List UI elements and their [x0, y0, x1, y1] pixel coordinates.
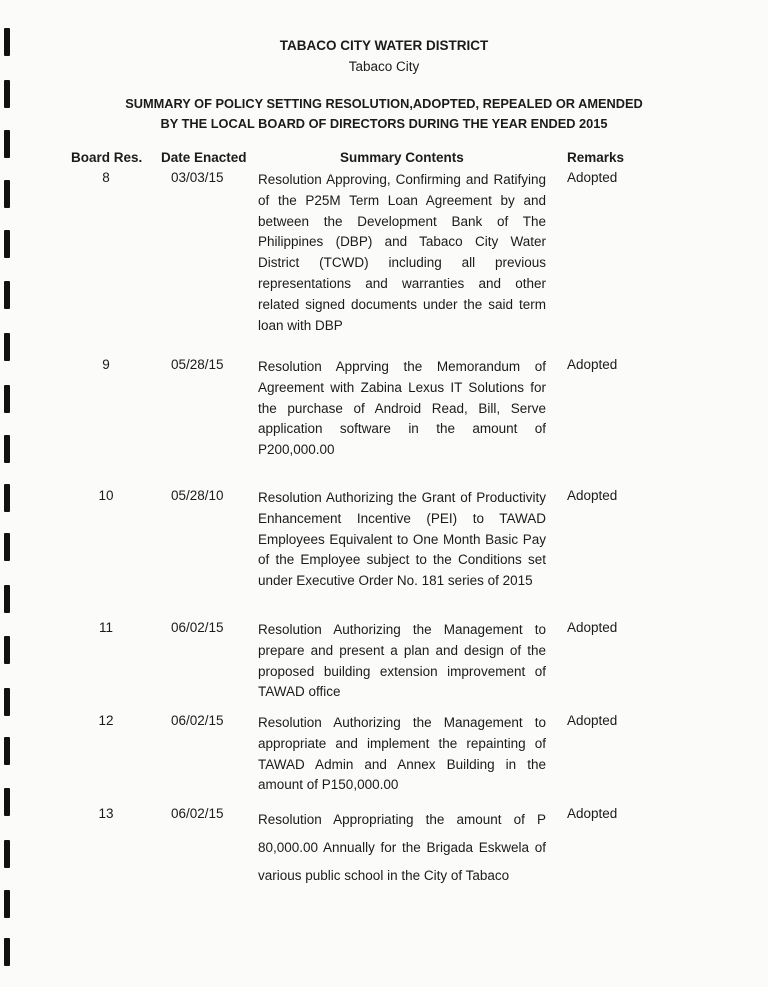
column-header-date-enacted: Date Enacted [161, 150, 247, 165]
organization-city: Tabaco City [348, 59, 420, 74]
organization-name: TABACO CITY WATER DISTRICT [279, 38, 489, 53]
binder-mark [4, 938, 10, 966]
date-enacted: 05/28/15 [171, 357, 224, 372]
binder-mark [4, 636, 10, 664]
board-res-number: 13 [98, 806, 114, 821]
binder-mark [4, 737, 10, 765]
binder-mark [4, 385, 10, 413]
remark: Adopted [567, 806, 618, 821]
summary-contents: Resolution Apprving the Memorandum of Agreement with Zabina Lexus IT Solutions for the purchase of Android Read, Bill, Serve application software in the amount of P200,000.00 [258, 359, 546, 458]
date-enacted: 06/02/15 [171, 806, 224, 821]
remark: Adopted [567, 713, 618, 728]
column-header-remarks: Remarks [567, 150, 625, 165]
binder-mark [4, 435, 10, 463]
column-header-board-res: Board Res. [71, 150, 143, 165]
summary-contents: Resolution Authorizing the Management to appropriate and implement the repainting of TAWAD Admin and Annex Building in the amount of P150,000.00 [258, 715, 546, 793]
summary-contents: Resolution Approving, Confirming and Ratifying of the P25M Term Loan Agreement by and between the Development Bank of The Philippines (DBP) and Tabaco City Water District (TCWD) including all previous representations and warranties and other related signed documents under the said term loan with DBP [258, 172, 546, 333]
binder-mark [4, 688, 10, 716]
binder-mark [4, 533, 10, 561]
binder-mark [4, 484, 10, 512]
date-enacted: 06/02/15 [171, 620, 224, 635]
remark: Adopted [567, 170, 618, 185]
binder-mark [4, 788, 10, 816]
board-res-number: 11 [98, 620, 113, 635]
date-enacted: 06/02/15 [171, 713, 224, 728]
summary-contents: Resolution Authorizing the Management to prepare and present a plan and design of the proposed building extension improvement of TAWAD office [258, 622, 546, 700]
binder-mark [4, 130, 10, 158]
board-res-number: 10 [98, 488, 114, 503]
date-enacted: 05/28/10 [171, 488, 224, 503]
binder-mark [4, 230, 10, 258]
remark: Adopted [567, 620, 618, 635]
column-header-summary: Summary Contents [340, 150, 464, 165]
date-enacted: 03/03/15 [171, 170, 224, 185]
document-title-line1: SUMMARY OF POLICY SETTING RESOLUTION,ADOPTED, REPEALED OR AMENDED [125, 96, 643, 111]
board-res-number: 12 [98, 713, 114, 728]
summary-contents: Resolution Appropriating the amount of P 80,000.00 Annually for the Brigada Eskwela of various public school in the City of Tabaco [258, 812, 546, 883]
binder-mark [4, 585, 10, 613]
summary-contents: Resolution Authorizing the Grant of Productivity Enhancement Incentive (PEI) to TAWAD Employees Equivalent to One Month Basic Pay of the Employee subject to the Conditions set under Executive Order No. 181 series of 2015 [258, 490, 546, 589]
binder-mark [4, 180, 10, 208]
binder-mark [4, 333, 10, 361]
binder-mark [4, 281, 10, 309]
binder-mark [4, 840, 10, 868]
board-res-number: 9 [102, 357, 110, 372]
document-title-line2: BY THE LOCAL BOARD OF DIRECTORS DURING THE YEAR ENDED 2015 [160, 116, 608, 131]
board-res-number: 8 [102, 170, 110, 185]
remark: Adopted [567, 488, 618, 503]
binder-mark [4, 890, 10, 918]
remark: Adopted [567, 357, 618, 372]
